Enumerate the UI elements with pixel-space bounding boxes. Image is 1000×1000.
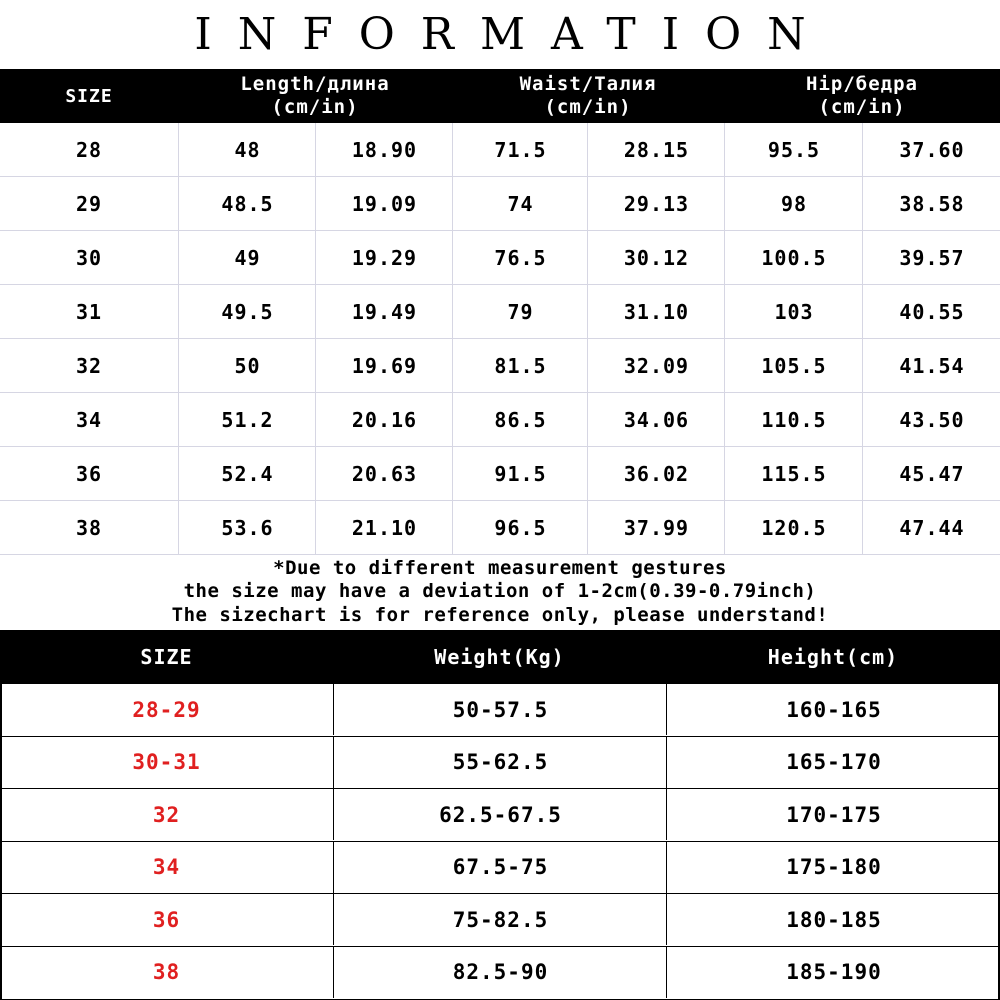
value-cell: 48 — [178, 123, 316, 176]
size-cell: 34 — [152, 855, 181, 880]
value-cell: 37.60 — [862, 123, 1000, 176]
size-cell: 36 — [75, 461, 103, 486]
weight-cell: 50-57.5 — [333, 684, 667, 735]
value-cell: 40.55 — [862, 285, 1000, 338]
table-row — [0, 231, 1000, 285]
size-cell: 32 — [75, 353, 103, 378]
table-row — [0, 447, 1000, 501]
weight-cell: 62.5-67.5 — [333, 789, 667, 840]
value-cell: 98 — [724, 177, 863, 230]
value-cell: 110.5 — [724, 393, 863, 446]
value-cell: 91.5 — [452, 447, 588, 500]
value-cell: 18.90 — [315, 123, 453, 176]
fit-table-body — [0, 684, 1000, 1000]
value-cell: 76.5 — [452, 231, 588, 284]
header-length — [178, 69, 452, 123]
value-cell: 34.06 — [587, 393, 725, 446]
size-cell: 34 — [75, 407, 103, 432]
table-row — [0, 684, 1000, 737]
value-cell: 19.29 — [315, 231, 453, 284]
value-cell: 49 — [178, 231, 316, 284]
disclaimer-note — [0, 556, 1000, 628]
value-cell: 96.5 — [452, 501, 588, 554]
weight-cell: 75-82.5 — [333, 894, 667, 945]
table-row — [0, 123, 1000, 177]
value-cell: 39.57 — [862, 231, 1000, 284]
value-cell: 19.69 — [315, 339, 453, 392]
value-cell: 21.10 — [315, 501, 453, 554]
header-hip — [724, 69, 1000, 123]
height-cell: 170-175 — [666, 789, 1000, 840]
measurement-table-header — [0, 69, 1000, 123]
table-row — [0, 285, 1000, 339]
header-waist-unit: (cm/in) — [544, 96, 632, 118]
page-title: INFORMATION — [194, 8, 832, 60]
value-cell: 71.5 — [452, 123, 588, 176]
size-cell: 30 — [75, 245, 103, 270]
height-cell: 165-170 — [666, 737, 1000, 788]
header-fit-size: SIZE — [140, 645, 193, 669]
size-cell: 30-31 — [132, 750, 201, 775]
value-cell: 81.5 — [452, 339, 588, 392]
table-row — [0, 789, 1000, 842]
header-hip-unit: (cm/in) — [818, 96, 906, 118]
value-cell: 29.13 — [587, 177, 725, 230]
table-row — [0, 339, 1000, 393]
value-cell: 20.63 — [315, 447, 453, 500]
size-cell: 36 — [152, 907, 181, 932]
weight-cell: 82.5-90 — [333, 947, 667, 998]
height-cell: 180-185 — [666, 894, 1000, 945]
value-cell: 100.5 — [724, 231, 863, 284]
size-cell: 28-29 — [132, 697, 201, 722]
measurement-table-body — [0, 123, 1000, 555]
size-cell: 28 — [75, 137, 103, 162]
header-waist — [452, 69, 724, 123]
value-cell: 74 — [452, 177, 588, 230]
value-cell: 30.12 — [587, 231, 725, 284]
value-cell: 19.09 — [315, 177, 453, 230]
value-cell: 120.5 — [724, 501, 863, 554]
value-cell: 38.58 — [862, 177, 1000, 230]
table-row — [0, 842, 1000, 895]
header-length-label: Length/длина — [240, 73, 390, 95]
header-length-unit: (cm/in) — [271, 96, 359, 118]
header-waist-label: Waist/Талия — [519, 73, 657, 95]
value-cell: 79 — [452, 285, 588, 338]
value-cell: 51.2 — [178, 393, 316, 446]
value-cell: 43.50 — [862, 393, 1000, 446]
table-row — [0, 894, 1000, 947]
height-cell: 160-165 — [666, 684, 1000, 735]
value-cell: 28.15 — [587, 123, 725, 176]
fit-table-header — [0, 630, 1000, 684]
table-row — [0, 947, 1000, 1000]
value-cell: 48.5 — [178, 177, 316, 230]
size-cell: 32 — [152, 802, 181, 827]
header-weight: Weight(Kg) — [434, 645, 565, 669]
value-cell: 41.54 — [862, 339, 1000, 392]
value-cell: 115.5 — [724, 447, 863, 500]
value-cell: 103 — [724, 285, 863, 338]
value-cell: 95.5 — [724, 123, 863, 176]
weight-cell: 55-62.5 — [333, 737, 667, 788]
value-cell: 47.44 — [862, 501, 1000, 554]
note-line: The sizechart is for reference only, please understand! — [171, 603, 829, 626]
value-cell: 31.10 — [587, 285, 725, 338]
value-cell: 19.49 — [315, 285, 453, 338]
header-size: SIZE — [65, 85, 113, 107]
value-cell: 52.4 — [178, 447, 316, 500]
note-line: *Due to different measurement gestures — [273, 556, 727, 579]
size-cell: 38 — [152, 960, 181, 985]
value-cell: 32.09 — [587, 339, 725, 392]
table-row — [0, 501, 1000, 555]
value-cell: 50 — [178, 339, 316, 392]
header-height: Height(cm) — [767, 645, 899, 669]
header-hip-label: Hip/бедра — [806, 73, 918, 95]
value-cell: 45.47 — [862, 447, 1000, 500]
table-row — [0, 177, 1000, 231]
note-line: the size may have a deviation of 1-2cm(0.39-0.79inch) — [183, 580, 817, 603]
value-cell: 49.5 — [178, 285, 316, 338]
weight-cell: 67.5-75 — [333, 842, 667, 893]
value-cell: 36.02 — [587, 447, 725, 500]
value-cell: 86.5 — [452, 393, 588, 446]
height-cell: 185-190 — [666, 947, 1000, 998]
value-cell: 53.6 — [178, 501, 316, 554]
value-cell: 20.16 — [315, 393, 453, 446]
value-cell: 105.5 — [724, 339, 863, 392]
table-row — [0, 393, 1000, 447]
size-cell: 38 — [75, 515, 103, 540]
table-row — [0, 737, 1000, 790]
value-cell: 37.99 — [587, 501, 725, 554]
size-cell: 31 — [75, 299, 103, 324]
size-cell: 29 — [75, 191, 103, 216]
height-cell: 175-180 — [666, 842, 1000, 893]
